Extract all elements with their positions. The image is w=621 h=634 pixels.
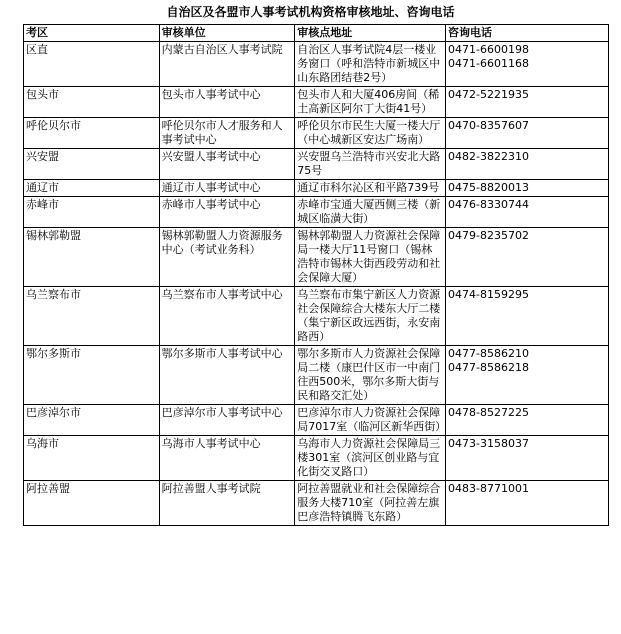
unit-cell: 锡林郭勒盟人力资源服务中心（考试业务科） [159, 228, 295, 287]
phone-number: 0478-8527225 [448, 406, 529, 419]
phone-cell [446, 42, 609, 87]
table-row [24, 481, 609, 526]
phone-cell [446, 118, 609, 149]
region-cell: 通辽市 [24, 180, 160, 197]
region-cell: 包头市 [24, 87, 160, 118]
region-cell: 呼伦贝尔市 [24, 118, 160, 149]
table-row [24, 149, 609, 180]
audit-address-table [23, 24, 609, 526]
phone-number: 0474-8159295 [448, 288, 529, 301]
address-cell: 通辽市科尔沁区和平路739号 [295, 180, 446, 197]
unit-cell: 呼伦贝尔市人才服务和人事考试中心 [159, 118, 295, 149]
phone-number: 0473-3158037 [448, 437, 529, 450]
phone-number: 0477-8586210 [448, 347, 529, 360]
phone-cell [446, 197, 609, 228]
region-cell: 乌兰察布市 [24, 287, 160, 346]
phone-number: 0482-3822310 [448, 150, 529, 163]
table-row [24, 87, 609, 118]
address-cell: 阿拉善盟就业和社会保障综合服务大楼710室（阿拉善左旗巴彦浩特镇腾飞东路） [295, 481, 446, 526]
unit-cell: 阿拉善盟人事考试院 [159, 481, 295, 526]
unit-cell: 包头市人事考试中心 [159, 87, 295, 118]
phone-number: 0471-6601168 [448, 57, 529, 70]
header-address: 审核点地址 [295, 25, 446, 42]
unit-cell: 乌兰察布市人事考试中心 [159, 287, 295, 346]
phone-cell [446, 405, 609, 436]
phone-cell [446, 436, 609, 481]
table-header-row [24, 25, 609, 42]
phone-cell [446, 180, 609, 197]
phone-number: 0483-8771001 [448, 482, 529, 495]
table-row [24, 42, 609, 87]
table-row [24, 287, 609, 346]
region-cell: 阿拉善盟 [24, 481, 160, 526]
phone-cell [446, 481, 609, 526]
phone-number: 0475-8820013 [448, 181, 529, 194]
table-row [24, 228, 609, 287]
header-phone: 咨询电话 [446, 25, 609, 42]
phone-cell [446, 228, 609, 287]
header-unit: 审核单位 [159, 25, 295, 42]
address-cell: 赤峰市宝通大厦西侧三楼（新城区临潢大街） [295, 197, 446, 228]
table-row [24, 180, 609, 197]
address-cell: 兴安盟乌兰浩特市兴安北大路75号 [295, 149, 446, 180]
unit-cell: 内蒙古自治区人事考试院 [159, 42, 295, 87]
unit-cell: 兴安盟人事考试中心 [159, 149, 295, 180]
phone-cell [446, 149, 609, 180]
table-row [24, 405, 609, 436]
phone-number: 0471-6600198 [448, 43, 529, 56]
region-cell: 兴安盟 [24, 149, 160, 180]
address-cell: 自治区人事考试院4层一楼业务窗口（呼和浩特市新城区中山东路团结巷2号） [295, 42, 446, 87]
address-cell: 乌兰察布市集宁新区人力资源社会保障综合大楼东大厅二楼（集宁新区政远西街，永安南路西） [295, 287, 446, 346]
address-cell: 乌海市人力资源社会保障局三楼301室（滨河区创业路与宜化街交叉路口） [295, 436, 446, 481]
table-row [24, 436, 609, 481]
unit-cell: 巴彦淖尔市人事考试中心 [159, 405, 295, 436]
phone-number: 0477-8586218 [448, 361, 529, 374]
region-cell: 巴彦淖尔市 [24, 405, 160, 436]
region-cell: 鄂尔多斯市 [24, 346, 160, 405]
region-cell: 乌海市 [24, 436, 160, 481]
table-row [24, 118, 609, 149]
address-cell: 鄂尔多斯市人力资源社会保障局二楼（康巴什区市一中南门往西500米，鄂尔多斯大街与民和路交汇处） [295, 346, 446, 405]
phone-number: 0472-5221935 [448, 88, 529, 101]
address-cell: 包头市人和大厦406房间（稀土高新区阿尔丁大街41号） [295, 87, 446, 118]
header-region: 考区 [24, 25, 160, 42]
region-cell: 锡林郭勒盟 [24, 228, 160, 287]
unit-cell: 通辽市人事考试中心 [159, 180, 295, 197]
address-cell: 锡林郭勒盟人力资源社会保障局一楼大厅11号窗口（锡林浩特市锡林大街西段劳动和社会保障大厦） [295, 228, 446, 287]
phone-number: 0479-8235702 [448, 229, 529, 242]
page-title: 自治区及各盟市人事考试机构资格审核地址、咨询电话 [166, 5, 455, 19]
table-row [24, 197, 609, 228]
address-cell: 巴彦淖尔市人力资源社会保障局7017室（临河区新华西街） [295, 405, 446, 436]
unit-cell: 乌海市人事考试中心 [159, 436, 295, 481]
unit-cell: 鄂尔多斯市人事考试中心 [159, 346, 295, 405]
phone-number: 0470-8357607 [448, 119, 529, 132]
region-cell: 赤峰市 [24, 197, 160, 228]
table-row [24, 346, 609, 405]
table-body [24, 42, 609, 526]
region-cell: 区直 [24, 42, 160, 87]
phone-number: 0476-8330744 [448, 198, 529, 211]
phone-cell [446, 346, 609, 405]
unit-cell: 赤峰市人事考试中心 [159, 197, 295, 228]
phone-cell [446, 87, 609, 118]
phone-cell [446, 287, 609, 346]
address-cell: 呼伦贝尔市民生大厦一楼大厅（中心城新区安达广场南） [295, 118, 446, 149]
